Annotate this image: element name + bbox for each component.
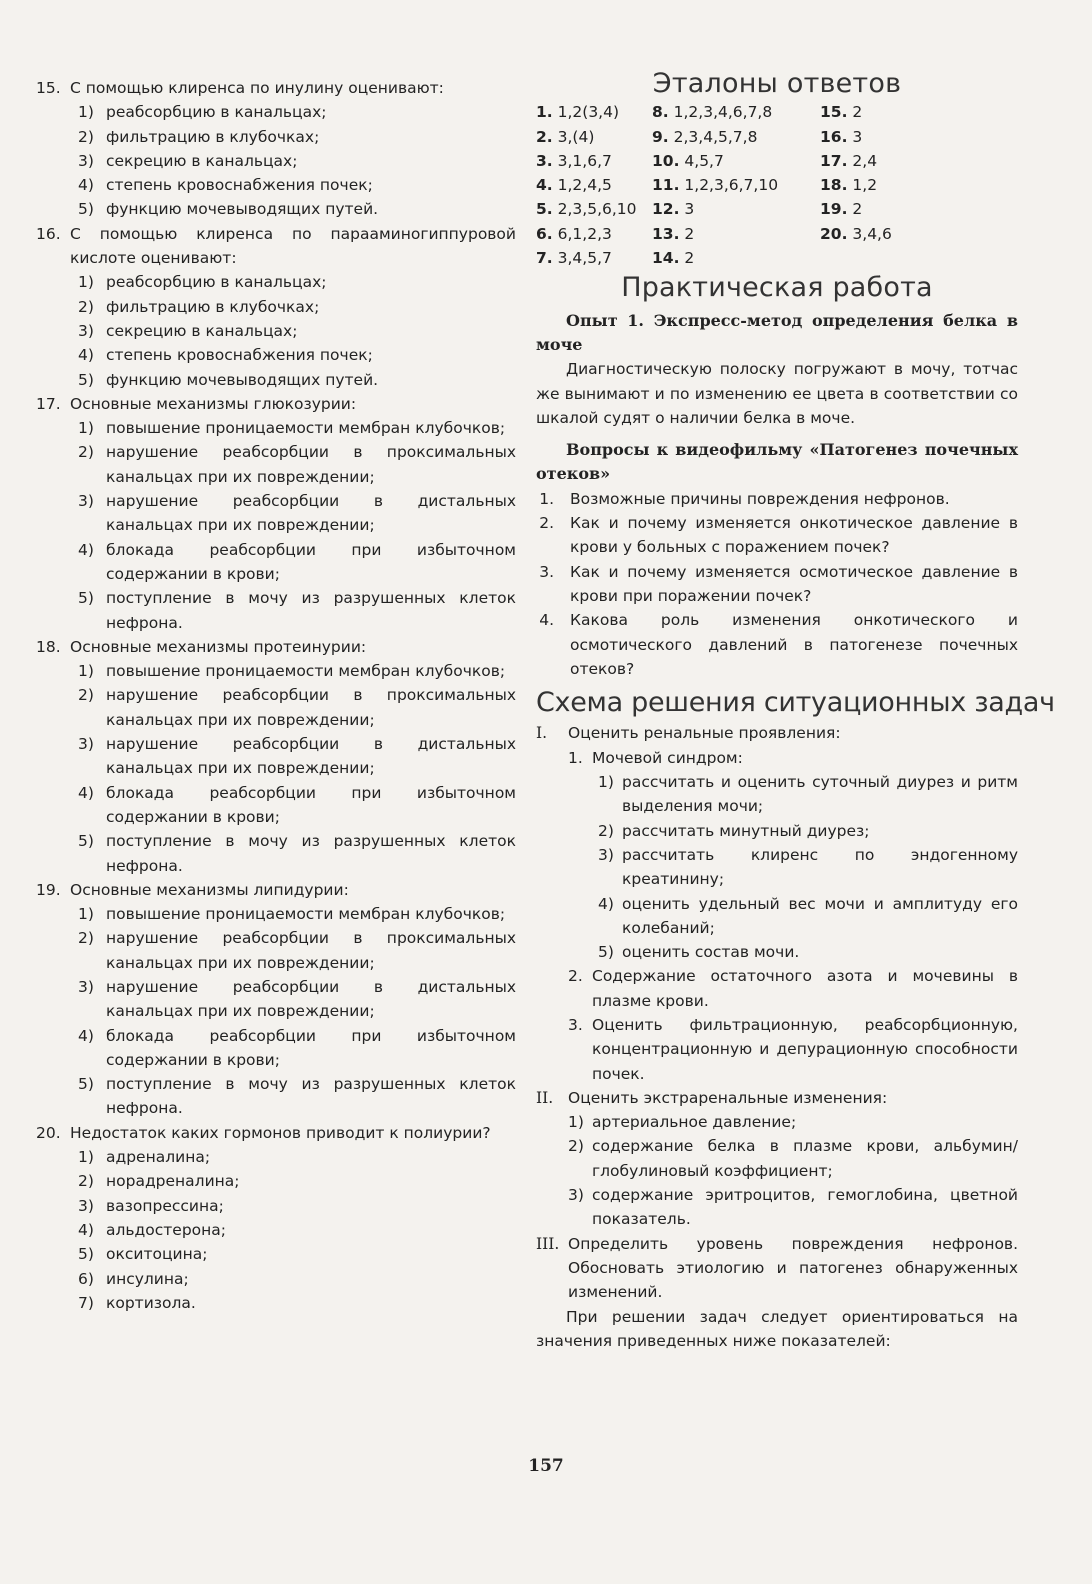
option-text: нарушение реабсорбции в проксимальных канальцах при их повреждении; bbox=[106, 443, 516, 486]
option bbox=[78, 1218, 516, 1242]
option-number: 6) bbox=[78, 1269, 94, 1288]
roman-numeral: I. bbox=[536, 724, 548, 743]
question-18 bbox=[36, 635, 516, 659]
question-number: 20. bbox=[36, 1123, 61, 1142]
option bbox=[78, 1145, 516, 1169]
answers-title: Эталоны ответов bbox=[652, 68, 902, 99]
experiment-text: Диагностическую полоску погружают в мочу, тотчас же вынимают и по изменению ее цвета в соответствии со шкалой судят о наличии белка в моче. bbox=[536, 360, 1018, 427]
video-question-number: 3. bbox=[539, 562, 554, 581]
answers-row bbox=[536, 197, 892, 221]
option-number: 4) bbox=[78, 1026, 94, 1045]
answer-value: 2 bbox=[684, 224, 695, 243]
answer-value: 6,1,2,3 bbox=[557, 224, 612, 243]
option-number: 5) bbox=[78, 1075, 94, 1094]
option-number: 7) bbox=[78, 1293, 94, 1312]
option-text: нарушение реабсорбции в дистальных канальцах при их повреждении; bbox=[106, 492, 516, 535]
answer-cell bbox=[652, 100, 820, 124]
option-number: 1) bbox=[78, 273, 94, 292]
answer-number: 12. bbox=[652, 200, 680, 219]
option bbox=[78, 295, 516, 319]
scheme-closing: При решении задач следует ориентироваться на значения приведенных ниже показателей: bbox=[536, 1307, 1018, 1350]
answer-cell bbox=[652, 197, 820, 221]
answer-number: 17. bbox=[820, 151, 848, 170]
video-question bbox=[536, 608, 1018, 681]
scheme-section-text: Оценить ренальные проявления: bbox=[568, 724, 841, 743]
option bbox=[78, 1242, 516, 1266]
option bbox=[78, 319, 516, 343]
scheme-subsection bbox=[568, 1013, 1018, 1086]
option-text: альдостерона; bbox=[106, 1220, 227, 1239]
video-question bbox=[536, 487, 1018, 511]
option-number: 1) bbox=[78, 103, 94, 122]
answer-cell bbox=[820, 246, 892, 270]
option-text: поступление в мочу из разрушенных клеток нефрона. bbox=[106, 1075, 516, 1118]
answer-number: 1. bbox=[536, 103, 553, 122]
answers-row bbox=[536, 149, 892, 173]
option bbox=[78, 683, 516, 732]
answer-cell bbox=[536, 149, 652, 173]
question-19 bbox=[36, 878, 516, 902]
answer-number: 5. bbox=[536, 200, 553, 219]
item-number: 3) bbox=[568, 1186, 584, 1205]
answer-value: 3 bbox=[684, 200, 695, 219]
subsection-number: 1. bbox=[568, 748, 583, 767]
answer-number: 6. bbox=[536, 224, 553, 243]
answer-cell bbox=[536, 246, 652, 270]
answer-cell bbox=[536, 173, 652, 197]
option-number: 3) bbox=[78, 1196, 94, 1215]
option-text: нарушение реабсорбции в дистальных канальцах при их повреждении; bbox=[106, 977, 516, 1021]
answers-row bbox=[536, 125, 892, 149]
answer-value: 1,2 bbox=[852, 176, 878, 195]
option-number: 5) bbox=[78, 370, 94, 389]
answer-number: 18. bbox=[820, 176, 848, 195]
video-question-number: 2. bbox=[539, 514, 554, 533]
option bbox=[78, 1267, 516, 1291]
question-number: 18. bbox=[36, 637, 61, 656]
option-text: адреналина; bbox=[106, 1148, 211, 1167]
answer-value: 3 bbox=[852, 127, 863, 146]
option-text: блокада реабсорбции при избыточном содержании в крови; bbox=[106, 540, 516, 583]
scheme-subsection bbox=[568, 964, 1018, 1013]
roman-numeral: III. bbox=[536, 1234, 560, 1253]
option-text: повышение проницаемости мембран клубочков; bbox=[106, 905, 506, 924]
option-number: 4) bbox=[78, 1220, 94, 1239]
answer-value: 1,2(3,4) bbox=[557, 103, 620, 122]
scheme-item bbox=[568, 1183, 1018, 1232]
video-question bbox=[536, 511, 1018, 560]
answer-cell bbox=[820, 197, 892, 221]
option-number: 1) bbox=[78, 419, 94, 438]
item-number: 2) bbox=[598, 821, 614, 840]
scheme-item bbox=[568, 1110, 1018, 1134]
subsection-text: Оценить фильтрационную, реабсорбционную, концентрационную и депурационную способности почек. bbox=[592, 1015, 1018, 1083]
question-19-options bbox=[78, 902, 516, 1121]
scheme-section-i bbox=[536, 721, 1018, 1085]
question-text: Основные механизмы липидурии: bbox=[70, 880, 349, 899]
answer-value: 2 bbox=[852, 200, 863, 219]
practical-title: Практическая работа bbox=[621, 272, 933, 304]
answer-cell bbox=[820, 125, 892, 149]
question-number: 16. bbox=[36, 224, 61, 243]
question-text: С помощью клиренса по инулину оценивают: bbox=[70, 79, 444, 97]
option bbox=[78, 343, 516, 367]
answer-cell bbox=[536, 100, 652, 124]
option-text: повышение проницаемости мембран клубочков; bbox=[106, 662, 506, 681]
option bbox=[78, 781, 516, 830]
question-number: 15. bbox=[36, 79, 61, 97]
option bbox=[78, 440, 516, 489]
option bbox=[78, 1169, 516, 1193]
page-number: 157 bbox=[528, 1456, 564, 1476]
option-number: 3) bbox=[78, 321, 94, 340]
option-text: инсулина; bbox=[106, 1269, 189, 1288]
answer-number: 7. bbox=[536, 249, 553, 268]
answer-number: 20. bbox=[820, 224, 848, 243]
answer-value: 3,1,6,7 bbox=[557, 151, 612, 170]
option-number: 5) bbox=[78, 832, 94, 851]
answer-cell bbox=[652, 149, 820, 173]
option bbox=[78, 538, 516, 587]
option bbox=[78, 732, 516, 781]
scheme-section-ii bbox=[536, 1086, 1018, 1232]
question-17-options bbox=[78, 416, 516, 635]
option-text: блокада реабсорбции при избыточном содержании в крови; bbox=[106, 1026, 516, 1069]
option-text: нарушение реабсорбции в проксимальных канальцах при их повреждении; bbox=[106, 929, 516, 972]
option-text: секрецию в канальцах; bbox=[106, 151, 298, 170]
question-number: 19. bbox=[36, 880, 61, 899]
answer-number: 4. bbox=[536, 176, 553, 195]
scheme bbox=[536, 721, 1018, 1353]
answers-table bbox=[536, 100, 892, 270]
question-17 bbox=[36, 392, 516, 416]
answer-value: 2 bbox=[684, 249, 695, 268]
option-text: окситоцина; bbox=[106, 1245, 208, 1264]
scheme-item bbox=[568, 1134, 1018, 1183]
option-number: 4) bbox=[78, 540, 94, 559]
option-number: 2) bbox=[78, 686, 94, 705]
answer-cell bbox=[652, 173, 820, 197]
scheme-item bbox=[598, 940, 1018, 964]
answer-cell bbox=[652, 125, 820, 149]
option-text: вазопрессина; bbox=[106, 1196, 224, 1215]
option-number: 4) bbox=[78, 346, 94, 365]
option-text: норадреналина; bbox=[106, 1172, 240, 1191]
answer-number: 13. bbox=[652, 224, 680, 243]
answer-number: 9. bbox=[652, 127, 669, 146]
option bbox=[78, 975, 516, 1024]
answer-number: 10. bbox=[652, 151, 680, 170]
option-text: секрецию в канальцах; bbox=[106, 321, 298, 340]
subsection-text: Мочевой синдром: bbox=[592, 748, 743, 767]
question-18-options bbox=[78, 659, 516, 878]
option-number: 5) bbox=[78, 1245, 94, 1264]
option-number: 3) bbox=[78, 977, 94, 996]
item-text: содержание белка в плазме крови, альбумин/глобулиновый коэффициент; bbox=[592, 1137, 1018, 1180]
answer-cell bbox=[820, 149, 892, 173]
item-text: рассчитать минутный диурез; bbox=[622, 821, 870, 840]
option bbox=[78, 416, 516, 440]
option-number: 1) bbox=[78, 905, 94, 924]
item-text: содержание эритроцитов, гемоглобина, цветной показатель. bbox=[592, 1186, 1018, 1229]
option bbox=[78, 368, 516, 392]
experiment-title: Опыт 1. Экспресс-метод определения белка в моче bbox=[536, 310, 1018, 354]
option-text: нарушение реабсорбции в дистальных канальцах при их повреждении; bbox=[106, 735, 516, 778]
option-number: 5) bbox=[78, 200, 94, 219]
answer-number: 14. bbox=[652, 249, 680, 268]
question-number: 17. bbox=[36, 394, 61, 413]
option-text: фильтрацию в клубочках; bbox=[106, 127, 320, 146]
option-text: кортизола. bbox=[106, 1293, 196, 1312]
option-text: поступление в мочу из разрушенных клеток нефрона. bbox=[106, 832, 516, 875]
option-text: реабсорбцию в канальцах; bbox=[106, 103, 327, 122]
video-title: Вопросы к видеофильму «Патогенез почечных отеков» bbox=[536, 440, 1018, 484]
option bbox=[78, 1291, 516, 1315]
option-text: фильтрацию в клубочках; bbox=[106, 297, 320, 316]
option-number: 1) bbox=[78, 662, 94, 681]
item-text: рассчитать и оценить суточный диурез и ритм выделения мочи; bbox=[622, 773, 1018, 816]
answer-value: 2,4 bbox=[852, 151, 878, 170]
answers-row bbox=[536, 222, 892, 246]
option bbox=[78, 125, 516, 149]
item-number: 3) bbox=[598, 845, 614, 864]
answer-value: 2,3,4,5,7,8 bbox=[673, 127, 758, 146]
option-text: поступление в мочу из разрушенных клеток нефрона. bbox=[106, 589, 516, 632]
question-15-options bbox=[78, 100, 516, 221]
question-text: Основные механизмы глюкозурии: bbox=[70, 394, 357, 413]
answer-number: 8. bbox=[652, 103, 669, 122]
answer-number: 2. bbox=[536, 127, 553, 146]
item-number: 4) bbox=[598, 894, 614, 913]
question-15 bbox=[36, 76, 516, 100]
video-question-number: 1. bbox=[539, 489, 554, 508]
option-number: 2) bbox=[78, 443, 94, 462]
answer-number: 3. bbox=[536, 151, 553, 170]
answer-value: 4,5,7 bbox=[684, 151, 724, 170]
video-question bbox=[536, 560, 1018, 609]
video-question-text: Какова роль изменения онкотического и осмотического давлений в патогенезе почечных отеков? bbox=[570, 611, 1018, 678]
answer-value: 1,2,3,4,6,7,8 bbox=[673, 103, 773, 122]
option-text: степень кровоснабжения почек; bbox=[106, 176, 373, 195]
roman-numeral: II. bbox=[536, 1088, 554, 1107]
answer-number: 11. bbox=[652, 176, 680, 195]
option-number: 3) bbox=[78, 492, 94, 511]
video-question-number: 4. bbox=[539, 611, 554, 630]
option-number: 2) bbox=[78, 127, 94, 146]
answer-value: 3,4,5,7 bbox=[557, 249, 612, 268]
option-number: 4) bbox=[78, 176, 94, 195]
option-text: функцию мочевыводящих путей. bbox=[106, 200, 379, 219]
item-text: оценить удельный вес мочи и амплитуду его колебаний; bbox=[622, 894, 1018, 937]
option-text: блокада реабсорбции при избыточном содержании в крови; bbox=[106, 783, 516, 826]
option-text: степень кровоснабжения почек; bbox=[106, 346, 373, 365]
answer-value: 1,2,4,5 bbox=[557, 176, 612, 195]
option bbox=[78, 829, 516, 878]
question-16-options bbox=[78, 270, 516, 391]
option-number: 1) bbox=[78, 1148, 94, 1167]
scheme-item bbox=[598, 843, 1018, 892]
subsection-number: 2. bbox=[568, 967, 583, 986]
scheme-item bbox=[598, 770, 1018, 819]
answer-number: 15. bbox=[820, 103, 848, 122]
option bbox=[78, 902, 516, 926]
scheme-section-iii bbox=[536, 1232, 1018, 1305]
question-text: С помощью клиренса по парааминогиппуровой кислоте оценивают: bbox=[70, 224, 516, 268]
option-number: 4) bbox=[78, 783, 94, 802]
question-text: Недостаток каких гормонов приводит к полиурии? bbox=[70, 1123, 491, 1142]
answer-cell bbox=[536, 197, 652, 221]
question-20 bbox=[36, 1121, 516, 1145]
scheme-item bbox=[598, 819, 1018, 843]
answer-cell bbox=[652, 222, 820, 246]
answers-row bbox=[536, 246, 892, 270]
right-column bbox=[536, 68, 1055, 1353]
option bbox=[78, 100, 516, 124]
scheme-subsection bbox=[568, 746, 1018, 770]
answer-cell bbox=[652, 246, 820, 270]
answer-number: 16. bbox=[820, 127, 848, 146]
answers-row bbox=[536, 100, 892, 124]
item-text: оценить состав мочи. bbox=[622, 943, 800, 962]
option-number: 5) bbox=[78, 589, 94, 608]
item-number: 1) bbox=[598, 773, 614, 792]
subsection-text: Содержание остаточного азота и мочевины в плазме крови. bbox=[592, 967, 1018, 1010]
answer-cell bbox=[820, 173, 892, 197]
option-text: повышение проницаемости мембран клубочков; bbox=[106, 419, 506, 438]
question-20-options bbox=[78, 1145, 516, 1315]
option-number: 2) bbox=[78, 929, 94, 948]
option bbox=[78, 270, 516, 294]
option bbox=[78, 1024, 516, 1073]
item-text: рассчитать клиренс по эндогенному креатинину; bbox=[622, 845, 1018, 889]
option bbox=[78, 173, 516, 197]
item-number: 1) bbox=[568, 1113, 584, 1132]
video-question-text: Возможные причины повреждения нефронов. bbox=[570, 489, 950, 508]
option bbox=[78, 489, 516, 538]
answer-cell bbox=[536, 222, 652, 246]
item-number: 2) bbox=[568, 1137, 584, 1156]
answer-value: 1,2,3,6,7,10 bbox=[684, 176, 779, 195]
option-number: 2) bbox=[78, 1172, 94, 1191]
option-number: 2) bbox=[78, 297, 94, 316]
option-number: 3) bbox=[78, 735, 94, 754]
scheme-section-text: Определить уровень повреждения нефронов. Обосновать этиологию и патогенез обнаруженных изменений. bbox=[568, 1234, 1018, 1302]
answer-value: 2,3,5,6,10 bbox=[557, 200, 637, 219]
option bbox=[78, 926, 516, 975]
question-16 bbox=[36, 222, 516, 271]
item-number: 5) bbox=[598, 943, 614, 962]
scheme-section-text: Оценить экстраренальные изменения: bbox=[568, 1088, 888, 1107]
answer-cell bbox=[820, 100, 892, 124]
answer-value: 3,(4) bbox=[557, 127, 595, 146]
option bbox=[78, 1072, 516, 1121]
option bbox=[78, 586, 516, 635]
video-question-text: Как и почему изменяется онкотическое давление в крови у больных с поражением почек? bbox=[570, 514, 1018, 557]
scheme-title: Схема решения ситуационных задач bbox=[536, 687, 1055, 719]
subsection-number: 3. bbox=[568, 1015, 583, 1034]
option-text: реабсорбцию в канальцах; bbox=[106, 273, 327, 292]
option-number: 3) bbox=[78, 151, 94, 170]
item-text: артериальное давление; bbox=[592, 1113, 797, 1132]
left-column bbox=[36, 76, 516, 1315]
option-text: функцию мочевыводящих путей. bbox=[106, 370, 379, 389]
option bbox=[78, 197, 516, 221]
video-questions bbox=[536, 487, 1018, 681]
answer-value: 2 bbox=[852, 103, 863, 122]
answer-value: 3,4,6 bbox=[852, 224, 892, 243]
scheme-item bbox=[598, 892, 1018, 941]
question-text: Основные механизмы протеинурии: bbox=[70, 637, 367, 656]
answers-row bbox=[536, 173, 892, 197]
video-question-text: Как и почему изменяется осмотическое давление в крови при поражении почек? bbox=[570, 562, 1018, 605]
answer-cell bbox=[820, 222, 892, 246]
option bbox=[78, 659, 516, 683]
option bbox=[78, 1194, 516, 1218]
answer-number: 19. bbox=[820, 200, 848, 219]
answer-cell bbox=[536, 125, 652, 149]
option bbox=[78, 149, 516, 173]
option-text: нарушение реабсорбции в проксимальных канальцах при их повреждении; bbox=[106, 686, 516, 729]
